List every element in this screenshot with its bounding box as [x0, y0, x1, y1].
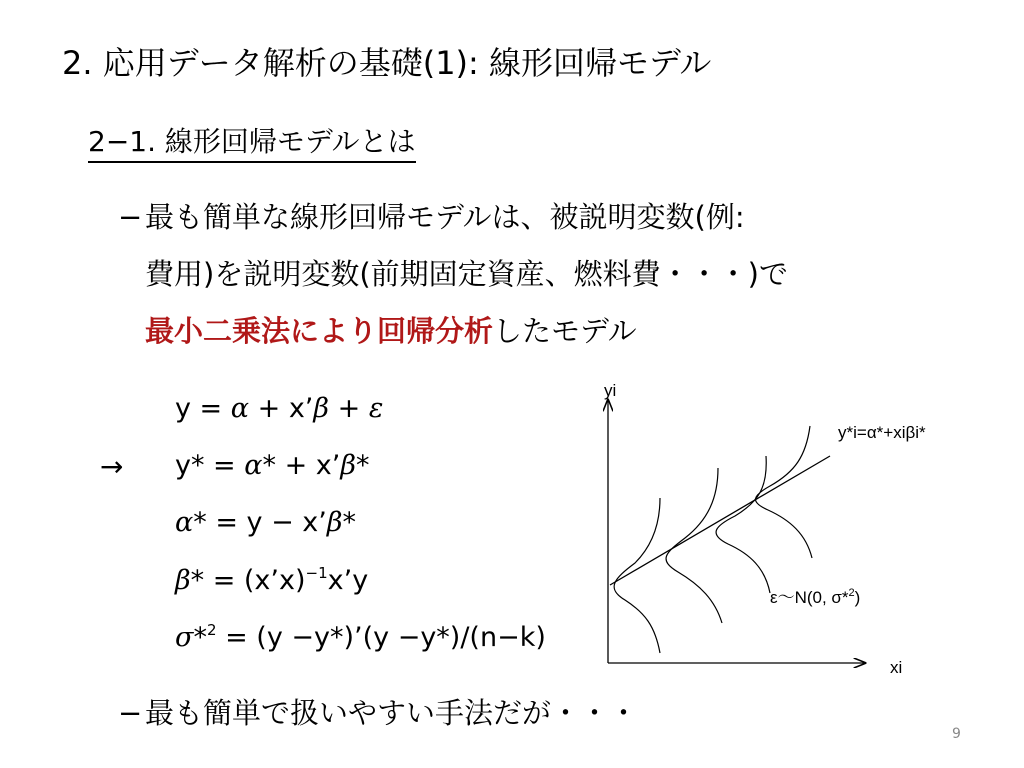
- eq5-part-a: *: [193, 622, 207, 653]
- bullet1-line3: [145, 314, 637, 349]
- eq1-part-a: y =: [175, 393, 223, 424]
- eq3-part-b: *: [342, 507, 356, 538]
- eq2-part-a: y* =: [175, 450, 236, 481]
- bullet1-line1: 最も簡単な線形回帰モデルは、被説明変数(例:: [145, 200, 745, 234]
- alpha-symbol: α: [230, 393, 250, 424]
- equation-beta: [175, 565, 368, 597]
- equation-alpha: [175, 507, 356, 539]
- sigma-symbol: σ: [175, 622, 194, 653]
- eq2-part-c: *: [355, 450, 370, 481]
- eq1-part-b: + x’: [257, 393, 314, 424]
- regression-line-label: y*i=α*+xiβi*: [838, 423, 926, 442]
- eq2-part-b: * + x’: [262, 450, 341, 481]
- distribution-curve: [614, 498, 660, 653]
- distribution-curve: [755, 426, 812, 558]
- eq1-part-c: +: [337, 393, 361, 424]
- section-subtitle: 2−1. 線形回帰モデルとは: [88, 125, 416, 163]
- bullet2-line1: 最も簡単で扱いやすい手法だが・・・: [145, 696, 639, 730]
- highlight-ols: 最小二乗法により回帰分析: [145, 314, 494, 348]
- regression-diagram: [590, 378, 980, 683]
- bullet-dash: −: [118, 696, 143, 730]
- alpha-symbol: α: [244, 450, 263, 481]
- error-label-end: ): [854, 588, 861, 607]
- bullet1-line2: 費用)を説明変数(前期固定資産、燃料費・・・)で: [145, 257, 788, 291]
- x-axis-label: xi: [890, 658, 903, 677]
- y-axis-label: yi: [604, 381, 617, 400]
- error-label-sup: 2: [848, 587, 855, 599]
- beta-symbol: β: [326, 507, 343, 538]
- alpha-symbol: α: [175, 507, 194, 538]
- eq4-part-a: * = (x’x): [190, 565, 306, 596]
- epsilon-symbol: ε: [368, 393, 384, 424]
- eq5-part-b: = (y −y*)’(y −y*)/(n−k): [225, 622, 546, 653]
- eq3-part-a: * = y − x’: [193, 507, 327, 538]
- equation-model: [175, 393, 383, 425]
- distribution-curve: [716, 456, 770, 593]
- equation-sigma: [175, 622, 546, 654]
- arrow-icon: →: [100, 450, 124, 483]
- error-distribution-label: [770, 587, 860, 607]
- page-number: 9: [952, 726, 961, 742]
- equation-estimated: [175, 450, 369, 482]
- regression-line: [610, 456, 830, 585]
- eq4-superscript: −1: [305, 564, 328, 582]
- beta-symbol: β: [340, 450, 356, 481]
- beta-symbol: β: [175, 565, 191, 596]
- eq4-part-b: x’y: [327, 565, 369, 596]
- slide-title: 2. 応用データ解析の基礎(1): 線形回帰モデル: [62, 44, 712, 82]
- distribution-curve: [666, 468, 722, 623]
- error-distribution-curves: [614, 426, 812, 653]
- eq5-superscript: 2: [206, 621, 217, 639]
- bullet-dash: −: [118, 200, 143, 234]
- beta-symbol: β: [313, 393, 329, 424]
- bullet1-line3-rest: したモデル: [493, 314, 637, 348]
- error-label-main: ε～N(0, σ*: [770, 588, 849, 607]
